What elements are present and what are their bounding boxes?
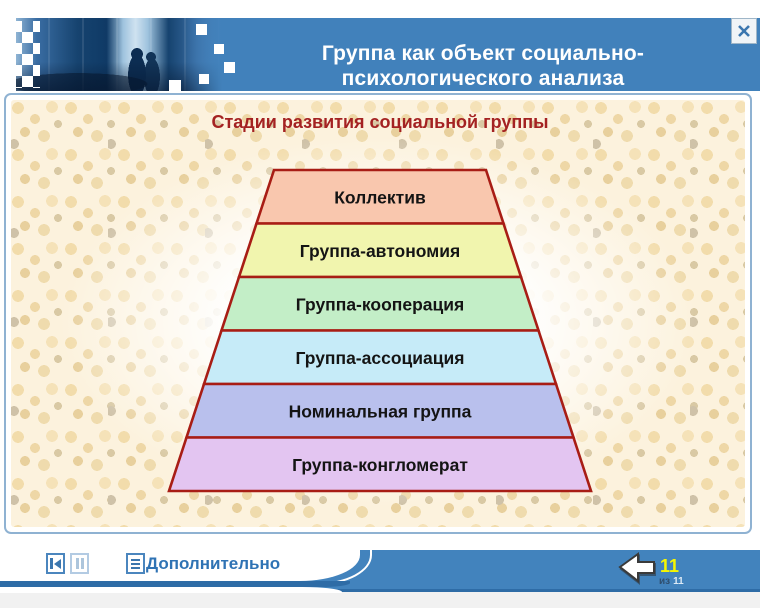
pause-button[interactable] xyxy=(70,553,89,574)
pyramid-level-label: Группа-кооперация xyxy=(295,294,465,315)
pyramid-svg xyxy=(0,164,760,500)
close-icon xyxy=(736,23,752,39)
page-number-of xyxy=(659,576,684,587)
decor-square xyxy=(224,62,235,73)
checkerboard-decoration xyxy=(0,21,40,88)
page-of-prefix: из xyxy=(659,576,671,587)
pyramid-level-label: Коллектив xyxy=(334,187,426,208)
skip-bar-icon xyxy=(50,558,53,569)
pause-bar-icon xyxy=(76,558,79,569)
slide-title-line1: Группа как объект социально- xyxy=(321,42,645,65)
decor-square xyxy=(196,24,207,35)
pyramid-level-label: Номинальная группа xyxy=(288,401,472,422)
decor-square xyxy=(199,74,209,84)
decor-square xyxy=(169,80,181,92)
back-arrow-icon xyxy=(620,554,654,581)
header-photo-decoration xyxy=(16,18,222,91)
additional-label[interactable]: Дополнительно xyxy=(146,554,281,573)
pyramid-level-label: Группа-автономия xyxy=(299,240,461,261)
bottom-margin-strip xyxy=(0,592,760,608)
pyramid-level-label: Группа-конгломерат xyxy=(292,454,468,475)
additional-menu-button[interactable] xyxy=(126,553,145,574)
close-button[interactable] xyxy=(731,18,757,44)
decor-square xyxy=(214,44,224,54)
pause-bar-icon xyxy=(81,558,84,569)
page-number-current: 11 xyxy=(660,556,680,576)
diagram-title: Стадии развития социальной группы xyxy=(211,112,549,132)
menu-lines-icon xyxy=(131,563,140,565)
skip-to-start-button[interactable] xyxy=(46,553,65,574)
skip-triangle-icon xyxy=(54,559,61,569)
slide-title-line2: психологического анализа xyxy=(341,67,625,90)
back-arrow-button[interactable] xyxy=(616,551,658,584)
footer-mask xyxy=(0,587,342,593)
page-number-total: 11 xyxy=(673,576,684,587)
header-banner xyxy=(16,18,760,91)
pyramid-level-label: Группа-ассоциация xyxy=(295,347,465,368)
slide-title xyxy=(241,41,725,91)
